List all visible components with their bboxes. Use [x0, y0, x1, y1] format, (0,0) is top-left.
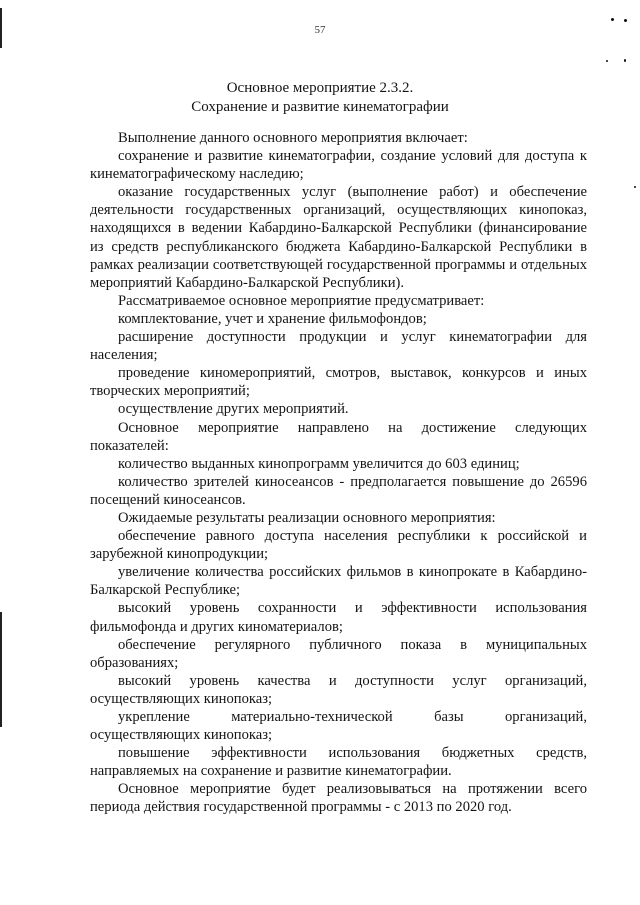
paragraph: сохранение и развитие кинематографии, создание условий для доступа к кинематографическому наследию;: [90, 148, 587, 183]
paragraph: Выполнение данного основного мероприятия включает:: [118, 130, 468, 146]
paragraph: повышение эффективности использования бюджетных средств, направляемых на сохранение и развитие кинематографии.: [90, 745, 587, 780]
paragraph: Ожидаемые результаты реализации основного мероприятия:: [118, 509, 496, 526]
paragraph: комплектование, учет и хранение фильмофондов;: [118, 310, 427, 327]
scan-speck: [624, 59, 626, 62]
paragraph: Основное мероприятие направлено на достижение следующих показателей:: [90, 419, 587, 454]
section-subtitle: Сохранение и развитие кинематографии: [191, 99, 449, 115]
paragraph: высокий уровень сохранности и эффективности использования фильмофонда и других киноматериалов;: [90, 600, 587, 635]
scan-speck: [634, 186, 636, 188]
document-body: [90, 129, 587, 817]
paragraph: Рассматриваемое основное мероприятие предусматривает:: [118, 292, 485, 309]
paragraph: расширение доступности продукции и услуг кинематографии для населения;: [90, 329, 587, 364]
paragraph: обеспечение равного доступа населения республики к российской и зарубежной кинопродукции;: [90, 528, 587, 563]
scan-edge-line: [0, 612, 2, 727]
scan-speck: [611, 18, 614, 21]
paragraph: укрепление материально-технической базы организаций, осуществляющих кинопоказ;: [90, 709, 587, 744]
paragraph: обеспечение регулярного публичного показа в муниципальных образованиях;: [90, 636, 587, 671]
scan-speck: [606, 60, 608, 62]
paragraph: высокий уровень качества и доступности услуг организаций, осуществляющих кинопоказ;: [90, 672, 587, 707]
paragraph: Основное мероприятие будет реализовываться на протяжении всего периода действия государственной программы - с 2013 по 2020 год.: [90, 781, 587, 816]
paragraph: проведение киномероприятий, смотров, выставок, конкурсов и иных творческих мероприятий;: [90, 365, 587, 400]
scan-speck: [624, 19, 627, 22]
paragraph: осуществление других мероприятий.: [118, 401, 349, 418]
paragraph: увеличение количества российских фильмов в кинопрокате в Кабардино-Балкарской Республике;: [90, 564, 587, 599]
paragraph: количество зрителей киносеансов - предполагается повышение до 26596 посещений киносеансов.: [90, 473, 587, 508]
paragraph: оказание государственных услуг (выполнение работ) и обеспечение деятельности государственных организаций, осуществляющих кинопоказ, находящихся в ведении Кабардино-Балкарской Республики (финансирование из средств республиканского бюджета Кабардино-Балкарской Республики в рамках реализации соответствующей государственной программы и отдельных мероприятий Кабардино-Балкарской Республики).: [90, 184, 587, 291]
paragraph: количество выданных кинопрограмм увеличится до 603 единиц;: [118, 455, 520, 472]
page-number: 57: [314, 24, 326, 36]
section-title: Основное мероприятие 2.3.2.: [226, 80, 414, 96]
